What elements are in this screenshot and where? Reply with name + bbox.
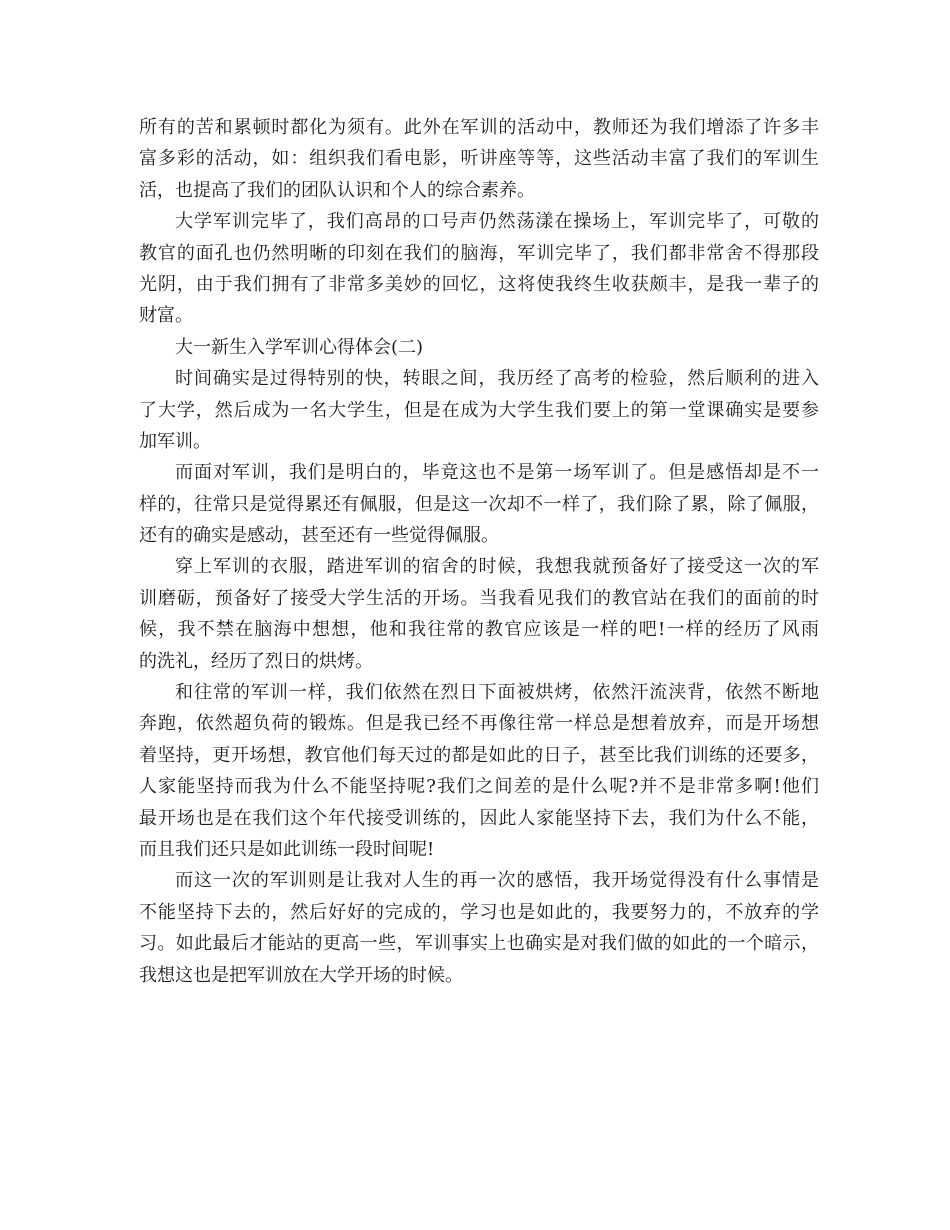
- text-line: 奔跑，依然超负荷的锻炼。但是我已经不再像往常一样总是想着放弃，而是开场想: [139, 713, 819, 735]
- text-line: 样的，往常只是觉得累还有佩服，但是这一次却不一样了，我们除了累，除了佩服，: [139, 493, 819, 515]
- text-line: 的洗礼，经历了烈日的烘烤。: [139, 650, 373, 672]
- text-line: 加军训。: [139, 430, 211, 452]
- text-line: 而这一次的军训则是让我对人生的再一次的感悟，我开场觉得没有什么事情是: [175, 870, 819, 892]
- text-line: 所有的苦和累顿时都化为须有。此外在军训的活动中，教师还为我们增添了许多丰: [139, 117, 819, 138]
- text-line: 习。如此最后才能站的更高一些，军训事实上也确实是对我们做的如此的一个暗示，: [139, 933, 819, 955]
- paragraph-last: [139, 865, 819, 991]
- text-line: 我想这也是把军训放在大学开场的时候。: [139, 964, 463, 986]
- text-line: 训磨砺，预备好了接受大学生活的开场。当我看见我们的教官站在我们的面前的时: [139, 587, 819, 609]
- text-line: 人家能坚持而我为什么不能坚持呢?我们之间差的是什么呢?并不是非常多啊!他们: [139, 776, 819, 798]
- text-line: 教官的面孔也仍然明晰的印刻在我们的脑海，军训完毕了，我们都非常舍不得那段: [139, 242, 819, 264]
- text-line: 和往常的军训一样，我们依然在烈日下面被烘烤，依然汗流浃背，依然不断地: [175, 682, 819, 704]
- text-line: 了大学，然后成为一名大学生，但是在成为大学生我们要上的第一堂课确实是要参: [139, 399, 819, 421]
- paragraph-cont: [139, 112, 819, 206]
- paragraph-face: [139, 457, 819, 551]
- text-line: 大学军训完毕了，我们高昂的口号声仍然荡漾在操场上，军训完毕了，可敬的: [175, 211, 819, 233]
- text-line: 不能坚持下去的，然后好好的完成的，学习也是如此的，我要努力的，不放弃的学: [139, 901, 819, 923]
- text-line: 还有的确实是感动，甚至还有一些觉得佩服。: [139, 525, 499, 547]
- text-line: 穿上军训的衣服，踏进军训的宿舍的时候，我想我就预备好了接受这一次的军: [175, 556, 819, 578]
- text-line: 而面对军训，我们是明白的，毕竟这也不是第一场军训了。但是感悟却是不一: [175, 462, 819, 484]
- text-line: 着坚持，更开场想，教官他们每天过的都是如此的日子，甚至比我们训练的还要多，: [139, 744, 819, 766]
- paragraph-end: [139, 206, 819, 332]
- text-line: 时间确实是过得特别的快，转眼之间，我历经了高考的检验，然后顺利的进入: [175, 368, 819, 390]
- text-line: 活，也提高了我们的团队认识和个人的综合素养。: [139, 179, 535, 201]
- paragraph-title: [139, 332, 819, 363]
- document-body: [139, 112, 819, 991]
- text-line: 最开场也是在我们这个年代接受训练的，因此人家能坚持下去，我们为什么不能，: [139, 807, 819, 829]
- text-line: 大一新生入学军训心得体会(二): [175, 336, 424, 358]
- paragraph-time: [139, 363, 819, 457]
- text-line: 候，我不禁在脑海中想想，他和我往常的教官应该是一样的吧!一样的经历了风雨: [139, 619, 819, 641]
- paragraph-wear: [139, 551, 819, 677]
- text-line: 而且我们还只是如此训练一段时间呢!: [139, 838, 435, 860]
- text-line: 财富。: [139, 305, 193, 327]
- text-line: 光阴，由于我们拥有了非常多美妙的回忆，这将使我终生收获颇丰，是我一辈子的: [139, 273, 819, 295]
- text-line: 富多彩的活动，如：组织我们看电影，听讲座等等，这些活动丰富了我们的军训生: [139, 148, 819, 170]
- paragraph-usual: [139, 677, 819, 865]
